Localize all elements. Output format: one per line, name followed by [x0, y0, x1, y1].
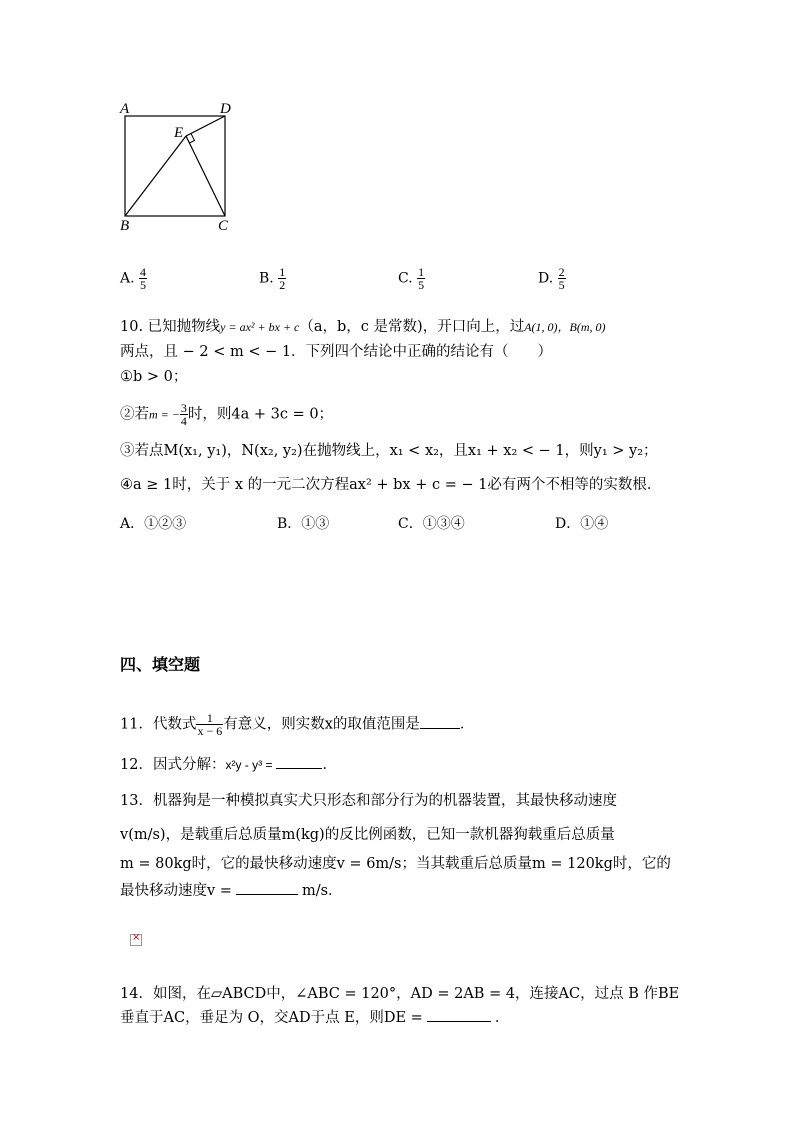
q10-statement-4: ④a ≥ 1时，关于 x 的一元二次方程ax² + bx + c = − 1必有两个不相等的实数根．	[120, 477, 662, 493]
q10-line2: 两点，且 − 2 < m < − 1．下列四个结论中正确的结论有（ ）	[120, 344, 553, 360]
segment-ed	[186, 116, 225, 136]
q11-answer-blank[interactable]	[420, 728, 460, 729]
label-b: B	[120, 218, 130, 234]
q10-option-a[interactable]: A．①②③	[120, 516, 187, 532]
q9-option-b[interactable]: B. $\frac{1}{2}$	[259, 265, 286, 292]
q10-statement-2: ②若m = − $\frac{3}{4}$ 时，则4a + 3c = 0；	[120, 401, 334, 428]
q10-line1: 10. 已知抛物线y = ax² + bx + c（a，b，c 是常数)，开口向上，过A(1, 0)，B(m, 0)	[120, 319, 606, 335]
segment-ec	[186, 136, 225, 216]
q14-line1: 14．如图，在▱ABCD中，∠ABC = 120°，AD = 2AB = 4，连接AC，过点 B 作BE	[120, 986, 680, 1002]
q10-statement-3: ③若点M(x₁, y₁)，N(x₂, y₂)在抛物线上，x₁ < x₂，且x₁ + x₂ < − 1，则y₁ > y₂；	[120, 443, 658, 459]
q13-answer-blank[interactable]	[236, 894, 298, 895]
q12-answer-blank[interactable]	[276, 768, 322, 769]
q12: 12．因式分解：x²y - y³ = ．	[120, 757, 337, 773]
label-d: D	[220, 101, 231, 117]
q10-option-c[interactable]: C．①③④	[398, 516, 465, 532]
q9-option-d[interactable]: D. $\frac{2}{5}$	[538, 265, 565, 292]
q9-option-a[interactable]: A. $\frac{4}{5}$	[120, 265, 147, 292]
label-a: A	[120, 101, 130, 117]
q11: 11．代数式 $\frac{1}{x - 6}$ 有意义，则实数x的取值范围是 ．	[120, 711, 475, 738]
label-c: C	[218, 218, 229, 234]
broken-image-icon: ×	[130, 934, 142, 946]
q14-line2: 垂直于AC，垂足为 O，交AD于点 E，则DE = ．	[120, 1010, 510, 1026]
label-e: E	[174, 125, 184, 141]
q13-line1: 13．机器狗是一种模拟真实犬只形态和部分行为的机器装置，其最快移动速度	[120, 793, 617, 809]
section-title: 四、填空题	[120, 655, 201, 674]
q10-statement-1: ①b > 0；	[120, 369, 188, 385]
q13-line3: m = 80kg时，它的最快移动速度v = 6m/s；当其载重后总质量m = 120kg时，它的	[120, 856, 671, 872]
square-figure	[110, 98, 250, 238]
q9-option-c[interactable]: C. $\frac{1}{5}$	[398, 265, 425, 292]
q14-answer-blank[interactable]	[427, 1021, 491, 1022]
q13-line4: 最快移动速度v = m/s．	[120, 883, 343, 899]
q10-option-b[interactable]: B．①③	[277, 516, 330, 532]
q13-line2: v(m/s)，是载重后总质量m(kg)的反比例函数，已知一款机器狗载重后总质量	[120, 827, 615, 843]
segment-be	[125, 136, 186, 216]
q10-option-d[interactable]: D．①④	[555, 516, 609, 532]
right-angle-mark	[190, 134, 195, 144]
